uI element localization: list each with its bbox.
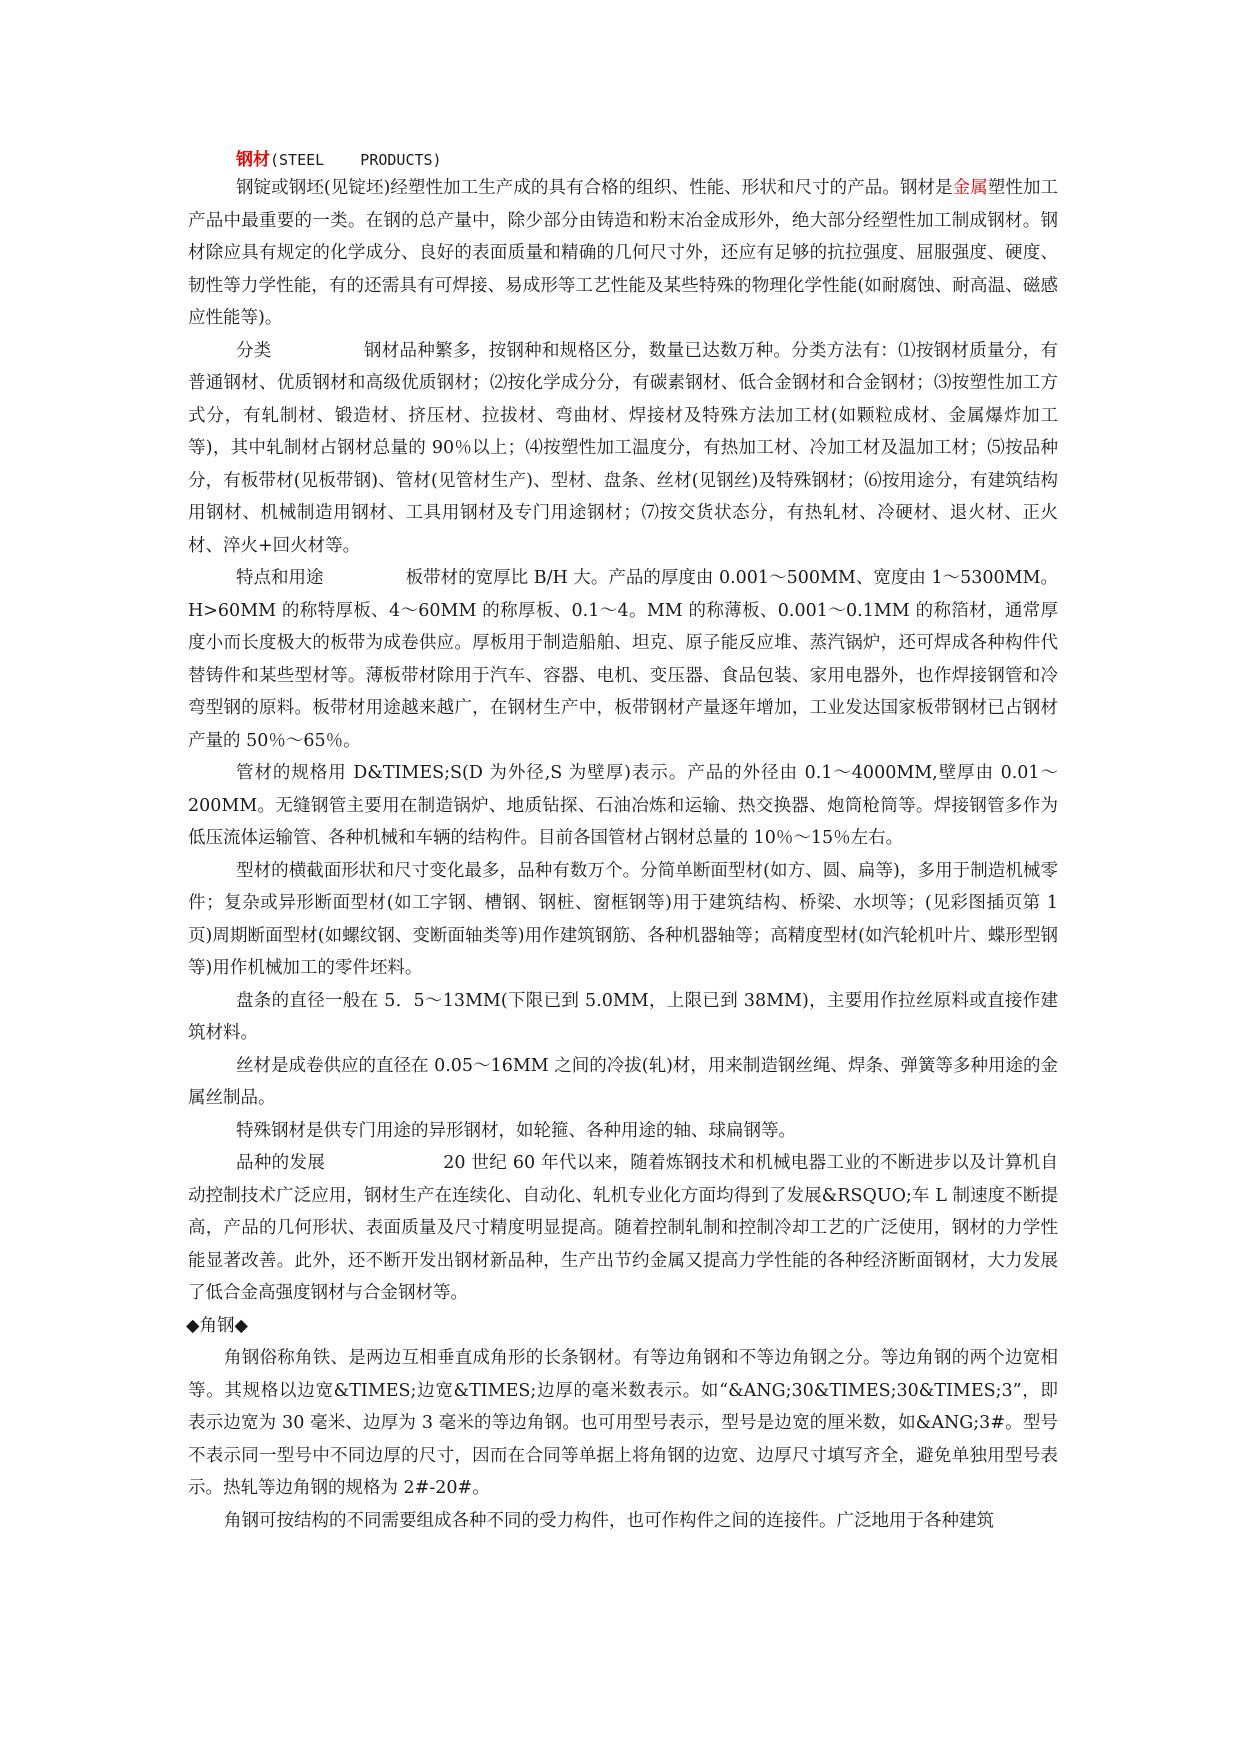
wire-rod-paragraph: 盘条的直径一般在 5．5～13MM(下限已到 5.0MM，上限已到 38MM)，主要用作拉丝原料或直接作建筑材料。 — [188, 990, 1058, 1043]
development-paragraph — [188, 1147, 1058, 1310]
development-text: 20 世纪 60 年代以来，随着炼钢技术和机械电器工业的不断进步以及计算机自动控制技术广泛应用，钢材生产在连续化、自动化、轧机专业化方面均得到了发展&RSQUO;车 L 制速度不断提高，产品的几何形状、表面质量及尺寸精度明显提高。随着控制轧制和控制冷却工艺的广泛使用，钢材的力学性能显著改善。此外，还不断开发出钢材新品种，生产出节约金属又提高力学性能的各种经济断面钢材，大力发展了低合金高强度钢材与合金钢材等。 — [188, 1153, 1058, 1303]
angle-paragraph-2: 角钢可按结构的不同需要组成各种不同的受力构件，也可作构件之间的连接件。广泛地用于各种建筑 — [224, 1510, 994, 1531]
intro-text-a: 钢锭或钢坯(见锭坯)经塑性加工生产成的具有合格的组织、性能、形状和尺寸的产品。钢材是 — [236, 178, 953, 198]
profile-paragraph: 型材的横截面形状和尺寸变化最多，品种有数万个。分简单断面型材(如方、圆、扁等)，多用于制造机械零件；复杂或异形断面型材(如工字钢、槽钢、钢桩、窗框钢等)用于建筑结构、桥梁、水坝等；(见彩图插页第 1 页)周期断面型材(如螺纹钢、变断面轴类等)用作建筑钢筋、各种机器轴等；高精度型材(如汽轮机叶片、蝶形型钢等)用作机械加工的零件坯料。 — [188, 860, 1058, 978]
intro-paragraph — [188, 172, 1058, 335]
document-title — [236, 148, 1058, 172]
angle-paragraph-1: 角钢俗称角铁、是两边互相垂直成角形的长条钢材。有等边角钢和不等边角钢之分。等边角钢的两个边宽相等。其规格以边宽&TIMES;边宽&TIMES;边厚的毫米数表示。如“&ANG;30&TIMES;30&TIMES;3”，即表示边宽为 30 毫米、边厚为 3 毫米的等边角钢。也可用型号表示，型号是边宽的厘米数，如&ANG;3#。型号不表示同一型号中不同边厚的尺寸，因而在合同等单据上将角钢的边宽、边厚尺寸填写齐全，避免单独用型号表示。热轧等边角钢的规格为 2#-20#。 — [188, 1348, 1058, 1498]
document-body — [188, 148, 1058, 1537]
classification-label: 分类 — [236, 340, 272, 361]
special-paragraph: 特殊钢材是供专门用途的异形钢材，如轮箍、各种用途的轴、球扁钢等。 — [236, 1120, 796, 1141]
metal-link[interactable]: 金属 — [952, 178, 988, 198]
classification-paragraph — [188, 335, 1058, 563]
features-text: 板带材的宽厚比 B/H 大。产品的厚度由 0.001～500MM、宽度由 1～5300MM。H>60MM 的称特厚板、4～60MM 的称厚板、0.1～4。MM 的称薄板、0.001～0.1MM 的称箔材，通常厚度小而长度极大的板带为成卷供应。厚板用于制造船舶、坦克、原子能反应堆、蒸汽锅炉，还可焊成各种构件代替铸件和某些型材等。薄板带材除用于汽车、容器、电机、变压器、食品包装、家用电器外，也作焊接钢管和冷弯型钢的原料。板带材用途越来越广，在钢材生产中，板带钢材产量逐年增加，工业发达国家板带钢材已占钢材产量的 50％～65％。 — [188, 568, 1058, 751]
intro-text-b: 塑性加工产品中最重要的一类。在钢的总产量中，除少部分由铸造和粉末冶金成形外，绝大部分经塑性加工制成钢材。钢材除应具有规定的化学成分、良好的表面质量和精确的几何尺寸外，还应有足够的抗拉强度、屈服强度、硬度、韧性等力学性能，有的还需具有可焊接、易成形等工艺性能及某些特殊的物理化学性能(如耐腐蚀、耐高温、磁感应性能等)。 — [188, 178, 1059, 328]
features-paragraph — [188, 562, 1058, 757]
classification-text: 钢材品种繁多，按钢种和规格区分，数量已达数万种。分类方法有：⑴按钢材质量分，有普通钢材、优质钢材和高级优质钢材；⑵按化学成分分，有碳素钢材、低合金钢材和合金钢材；⑶按塑性加工方式分，有轧制材、锻造材、挤压材、拉拔材、弯曲材、焊接材及特殊方法加工材(如颗粒成材、金属爆炸加工等)，其中轧制材占钢材总量的 90％以上；⑷按塑性加工温度分，有热加工材、冷加工材及温加工材；⑸按品种分，有板带材(见板带钢)、管材(见管材生产)、型材、盘条、丝材(见钢丝)及特殊钢材；⑹按用途分，有建筑结构用钢材、机械制造用钢材、工具用钢材及专门用途钢材；⑺按交货状态分，有热轧材、冷硬材、退火材、正火材、淬火+回火材等。 — [188, 340, 1059, 556]
wire-paragraph: 丝材是成卷供应的直径在 0.05～16MM 之间的冷拔(轧)材，用来制造钢丝绳、焊条、弹簧等多种用途的金属丝制品。 — [188, 1055, 1058, 1108]
title-english: (STEEL PRODUCTS) — [270, 151, 442, 169]
development-label: 品种的发展 — [236, 1153, 326, 1173]
pipe-paragraph: 管材的规格用 D&TIMES;S(D 为外径,S 为壁厚)表示。产品的外径由 0.1～4000MM,壁厚由 0.01～200MM。无缝钢管主要用在制造锅炉、地质钻探、石油冶炼和运输、热交换器、炮筒枪筒等。焊接钢管多作为低压流体运输管、各种机械和车辆的结构件。目前各国管材占钢材总量的 10％～15％左右。 — [188, 763, 1058, 848]
features-label: 特点和用途 — [236, 568, 324, 588]
angle-steel-heading: ◆角钢◆ — [186, 1315, 248, 1336]
title-chinese[interactable]: 钢材 — [236, 150, 270, 170]
